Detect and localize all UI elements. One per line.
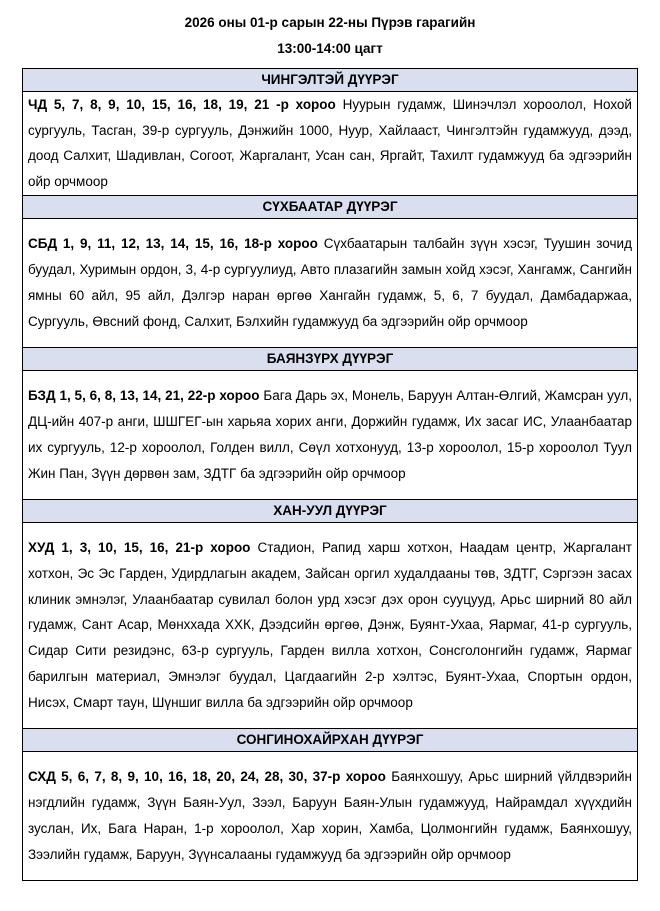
district-header-row — [23, 728, 638, 751]
district-areas-row — [23, 218, 638, 347]
district-area-list: Сүхбаатарын талбайн зүүн хэсэг, Туушин зочид буудал, Хуримын ордон, 3, 4-р сургуулиуд, Авто плазагийн замын хойд хэсэг, Хангамж, Сангийн ямны 60 айл, 95 айл, Дэлгэр наран өргөө Хангайн гудамж, 5, 6, 7 буудал, Дамбадаржаа, Сургууль, Өвсний фонд, Салхит, Бэлхийн гудамжууд ба эдгээрийн ойр орчмоор — [28, 236, 632, 329]
district-khoroo-list: БЗД 1, 5, 6, 8, 13, 14, 21, 22-р хороо — [28, 388, 260, 404]
district-areas-row — [23, 92, 638, 196]
district-area-list: Стадион, Рапид харш хотхон, Наадам центр, Жаргалант хотхон, Эс Эс Гарден, Удирдлагын академ, Зайсан оргил худалдааны төв, ЗДТГ, Сэргээн засах клиник эмнэлэг, Улаанбаатар сувилал болон урд хэсэг дэх орон сууцууд, Арьс ширний 80 айл гудамж, Сант Асар, Мөнххада ХХК, Дээдсийн өргөө, Дэнж, Буянт-Ухаа, Яармаг, 41-р сургууль, Сидар Сити резидэнс, 63-р сургууль, Гарден вилла хотхон, Сонсголонгийн гудамж, Яармаг барилгын материал, Эмнэлэг буудал, Цагдаагийн 2-р хэлтэс, Буянт-Ухаа, Спортын ордон, Нисэх, Смарт таун, Шүншиг вилла ба эдгээрийн ойр орчмоор — [28, 540, 632, 710]
district-areas-cell — [23, 92, 638, 196]
district-areas-cell — [23, 522, 638, 728]
district-header-row — [23, 499, 638, 522]
district-header-row — [23, 195, 638, 218]
district-areas-row — [23, 751, 638, 880]
district-name: ЧИНГЭЛТЭЙ ДҮҮРЭГ — [23, 69, 638, 92]
district-name: ХАН-УУЛ ДҮҮРЭГ — [23, 499, 638, 522]
district-area-list: Нуурын гудамж, Шинэчлэл хороолол, Нохой сургууль, Тасган, 39-р сургууль, Дэнжийн 1000, Нуур, Хайлааст, Чингэлтэйн гудамжууд, дээд, доод Салхит, Шадивлан, Согоот, Жаргалант, Усан сан, Яргайт, Тахилт гудамжууд ба эдгээрийн ойр орчмоор — [28, 97, 632, 190]
district-areas-cell — [23, 218, 638, 347]
district-name: СОНГИНОХАЙРХАН ДҮҮРЭГ — [23, 728, 638, 751]
district-areas-cell — [23, 370, 638, 499]
district-area-list: Бага Дарь эх, Монель, Баруун Алтан-Өлгий, Жамсран уул, ДЦ-ийн 407-р анги, ШШГЕГ-ын харьяа хорих анги, Доржийн гудамж, Их засаг ИС, Улаанбаатар их сургууль, 12-р хороолол, Голден вилл, Сөүл хотхонууд, 13-р хороолол, 15-р хороолол Туул Жин Пан, Зүүн дөрвөн зам, ЗДТГ ба эдгээрийн ойр орчмоор — [28, 388, 632, 481]
document-page — [22, 10, 638, 881]
district-area-list: Баянхошуу, Арьс ширний үйлдвэрийн нэгдлийн гудамж, Зүүн Баян-Уул, Зээл, Баруун Баян-Улын гудамжууд, Найрамдал хүүхдийн зуслан, Их, Бага Наран, 1-р хороолол, Хар хорин, Хамба, Цолмонгийн гудамж, Баянхошуу, Зээлийн гудамж, Баруун, Зүүнсалааны гудамжууд ба эдгээрийн ойр орчмоор — [28, 769, 632, 862]
district-areas-cell — [23, 751, 638, 880]
district-name: БАЯНЗҮРХ ДҮҮРЭГ — [23, 347, 638, 370]
document-title-time: 13:00-14:00 цагт — [277, 41, 383, 56]
district-khoroo-list: СХД 5, 6, 7, 8, 9, 10, 16, 18, 20, 24, 28, 30, 37-р хороо — [28, 769, 386, 785]
document-title-date: 2026 оны 01-р сарын 22-ны Пүрэв гарагийн — [184, 15, 476, 30]
district-name: СҮХБААТАР ДҮҮРЭГ — [23, 195, 638, 218]
district-header-row — [23, 69, 638, 92]
district-header-row — [23, 347, 638, 370]
district-areas-row — [23, 522, 638, 728]
district-khoroo-list: ЧД 5, 7, 8, 9, 10, 15, 16, 18, 19, 21 -р хороо — [28, 97, 336, 112]
outage-schedule-table — [22, 68, 638, 881]
district-khoroo-list: СБД 1, 9, 11, 12, 13, 14, 15, 16, 18-р хороо — [28, 236, 318, 252]
district-areas-row — [23, 370, 638, 499]
district-khoroo-list: ХУД 1, 3, 10, 15, 16, 21-р хороо — [28, 540, 251, 556]
